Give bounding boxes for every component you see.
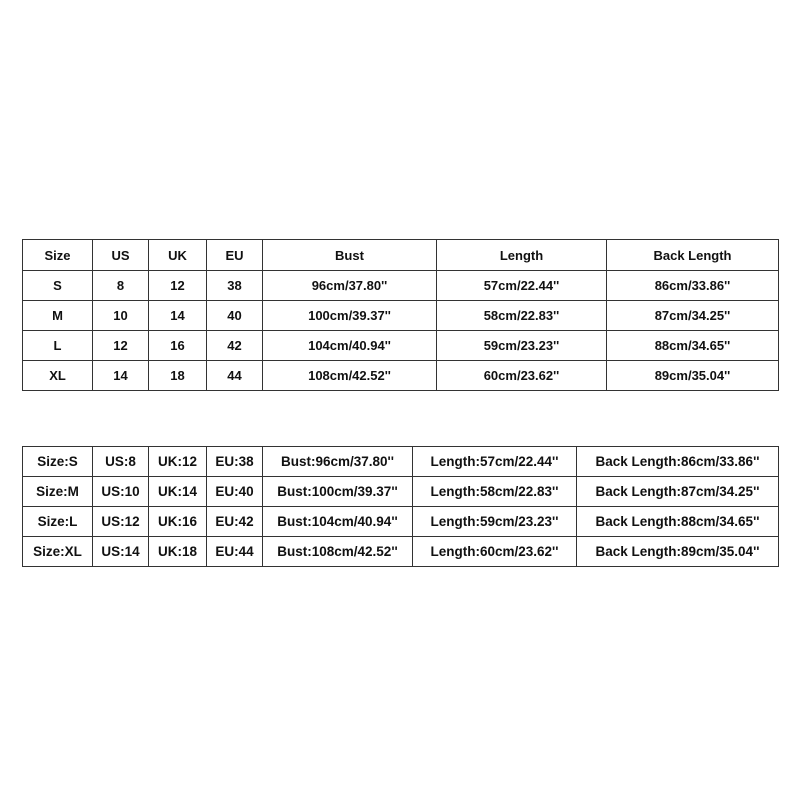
table-cell: UK:16 — [149, 507, 207, 537]
table-cell: Back Length:89cm/35.04'' — [577, 537, 779, 567]
table-cell: 40 — [207, 301, 263, 331]
table-cell: Back Length:87cm/34.25'' — [577, 477, 779, 507]
table-cell: L — [23, 331, 93, 361]
table-cell: 108cm/42.52'' — [263, 361, 437, 391]
table-cell: XL — [23, 361, 93, 391]
table-cell: Bust:104cm/40.94'' — [263, 507, 413, 537]
table-cell: Length:59cm/23.23'' — [413, 507, 577, 537]
column-header: Size — [23, 240, 93, 271]
table-cell: 10 — [93, 301, 149, 331]
table-cell: Length:57cm/22.44'' — [413, 447, 577, 477]
table-cell: EU:44 — [207, 537, 263, 567]
table-cell: UK:18 — [149, 537, 207, 567]
table-cell: 86cm/33.86'' — [607, 271, 779, 301]
table-row — [23, 477, 779, 507]
table-cell: UK:14 — [149, 477, 207, 507]
table-row — [23, 447, 779, 477]
table-cell: EU:40 — [207, 477, 263, 507]
column-header: EU — [207, 240, 263, 271]
table-cell: 100cm/39.37'' — [263, 301, 437, 331]
table-cell: M — [23, 301, 93, 331]
column-header: UK — [149, 240, 207, 271]
table-cell: 59cm/23.23'' — [437, 331, 607, 361]
table-row — [23, 271, 779, 301]
table-header-row — [23, 240, 779, 271]
table-cell: UK:12 — [149, 447, 207, 477]
table-cell: 8 — [93, 271, 149, 301]
column-header: Bust — [263, 240, 437, 271]
table-cell: Size:XL — [23, 537, 93, 567]
table-cell: 58cm/22.83'' — [437, 301, 607, 331]
table-cell: 57cm/22.44'' — [437, 271, 607, 301]
table-cell: US:12 — [93, 507, 149, 537]
table-cell: 60cm/23.62'' — [437, 361, 607, 391]
table-cell: US:10 — [93, 477, 149, 507]
table-cell: 18 — [149, 361, 207, 391]
table-cell: Bust:96cm/37.80'' — [263, 447, 413, 477]
table-cell: Size:S — [23, 447, 93, 477]
table-cell: EU:42 — [207, 507, 263, 537]
table-row — [23, 301, 779, 331]
table-row — [23, 331, 779, 361]
table-cell: 14 — [149, 301, 207, 331]
table-cell: Bust:100cm/39.37'' — [263, 477, 413, 507]
column-header: Length — [437, 240, 607, 271]
table-cell: S — [23, 271, 93, 301]
table-cell: US:8 — [93, 447, 149, 477]
table-cell: 14 — [93, 361, 149, 391]
table-cell: Back Length:88cm/34.65'' — [577, 507, 779, 537]
table-cell: 87cm/34.25'' — [607, 301, 779, 331]
size-chart-table-labeled — [22, 446, 779, 567]
table-row — [23, 537, 779, 567]
table-cell: 88cm/34.65'' — [607, 331, 779, 361]
table-cell: 42 — [207, 331, 263, 361]
table-row — [23, 507, 779, 537]
table-cell: Bust:108cm/42.52'' — [263, 537, 413, 567]
table-cell: US:14 — [93, 537, 149, 567]
table-cell: 12 — [93, 331, 149, 361]
table-cell: 89cm/35.04'' — [607, 361, 779, 391]
table-row — [23, 361, 779, 391]
table-cell: 38 — [207, 271, 263, 301]
size-chart-table — [22, 239, 779, 391]
table-cell: 96cm/37.80'' — [263, 271, 437, 301]
table-cell: Length:58cm/22.83'' — [413, 477, 577, 507]
table-cell: 16 — [149, 331, 207, 361]
table-cell: Size:M — [23, 477, 93, 507]
table-cell: Back Length:86cm/33.86'' — [577, 447, 779, 477]
table-cell: 12 — [149, 271, 207, 301]
table-cell: EU:38 — [207, 447, 263, 477]
table-cell: Length:60cm/23.62'' — [413, 537, 577, 567]
table-cell: 44 — [207, 361, 263, 391]
column-header: Back Length — [607, 240, 779, 271]
table-cell: 104cm/40.94'' — [263, 331, 437, 361]
table-cell: Size:L — [23, 507, 93, 537]
column-header: US — [93, 240, 149, 271]
